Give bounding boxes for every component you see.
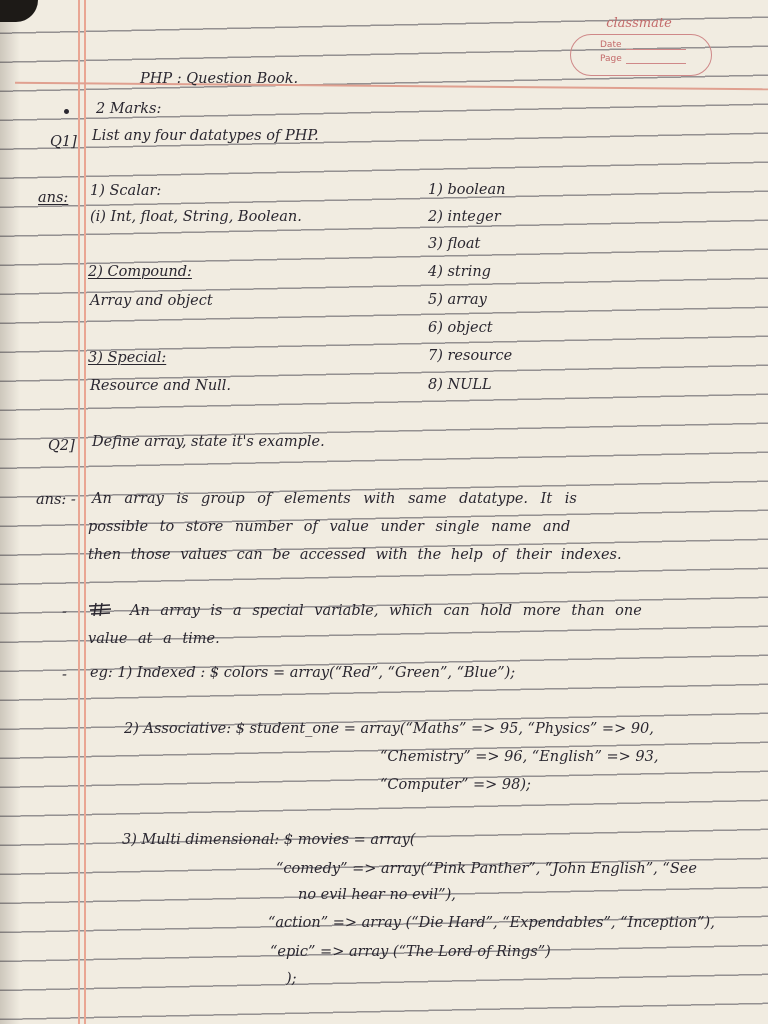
q1-right-7: 7) resource [428, 348, 513, 364]
date-label: Date [600, 40, 622, 50]
dash-mark: - [62, 667, 67, 683]
q2-line-3: then those values can be accessed with the help of their indexes. [88, 547, 622, 563]
example-2c: “Computer” => 98); [380, 777, 531, 793]
q2-line-2: possible to store number of value under single name and [88, 519, 571, 535]
example-3: 3) Multi dimensional: $ movies = array( [122, 832, 416, 848]
q1-right-3: 3) float [428, 236, 481, 252]
scribble-icon [88, 602, 112, 616]
classmate-logo [564, 16, 714, 78]
q1-question: List any four datatypes of PHP. [92, 128, 319, 144]
q2-label: Q2] [48, 438, 75, 454]
section-heading: 2 Marks: [96, 101, 162, 117]
q1-right-6: 6) object [428, 320, 493, 336]
q2-line-1: An array is group of elements with same datatype. It is [92, 491, 577, 507]
example-3b: “comedy” => array(“Pink Panther”, “John English”, “See [276, 861, 697, 877]
q1-right-1: 1) boolean [428, 182, 506, 198]
q1-left-5: 3) Special: [88, 350, 167, 366]
q1-right-8: 8) NULL [428, 377, 492, 393]
q1-left-4: Array and object [90, 293, 213, 309]
example-3d: “action” => array (“Die Hard”, “Expendables”, “Inception”), [268, 915, 715, 931]
q1-right-4: 4) string [428, 264, 491, 280]
example-1: eg: 1) Indexed : $ colors = array(“Red”, “Green”, “Blue”); [90, 665, 516, 681]
header-rule [15, 82, 768, 91]
q1-right-5: 5) array [428, 292, 487, 308]
q2-line-4: An array is a special variable, which can hold more than one [130, 603, 642, 619]
example-2: 2) Associative: $ student_one = array(“Maths” => 95, “Physics” => 90, [124, 721, 654, 737]
q2-ans-label: ans: - [36, 492, 76, 508]
page-corner [0, 0, 38, 22]
example-3f: ); [286, 971, 297, 987]
q2-line-5: value at a time. [88, 631, 220, 647]
page-fill-line [626, 63, 686, 64]
q1-label: Q1] [50, 134, 77, 150]
page-title: PHP : Question Book. [140, 71, 299, 87]
q1-ans-label: ans: [38, 190, 69, 206]
brand-name: classmate [606, 16, 672, 31]
example-3c: no evil hear no evil”), [298, 887, 456, 903]
date-page-box [570, 34, 712, 76]
q2-question: Define array, state it's example. [92, 434, 325, 450]
dash-mark: - [62, 604, 67, 620]
page-label: Page [600, 54, 622, 64]
q1-left-1: 1) Scalar: [90, 183, 162, 199]
date-fill-line [626, 49, 686, 50]
q1-left-6: Resource and Null. [90, 378, 232, 394]
margin-line [78, 0, 80, 1024]
q1-right-2: 2) integer [428, 209, 501, 225]
margin-line [84, 0, 86, 1024]
page-shadow [0, 0, 20, 1024]
q1-left-3: 2) Compound: [88, 264, 192, 280]
bullet-dot [64, 109, 69, 114]
q1-left-2: (i) Int, float, String, Boolean. [90, 209, 302, 225]
example-2b: “Chemistry” => 96, “English” => 93, [380, 749, 659, 765]
example-3e: “epic” => array (“The Lord of Rings”) [270, 944, 551, 960]
